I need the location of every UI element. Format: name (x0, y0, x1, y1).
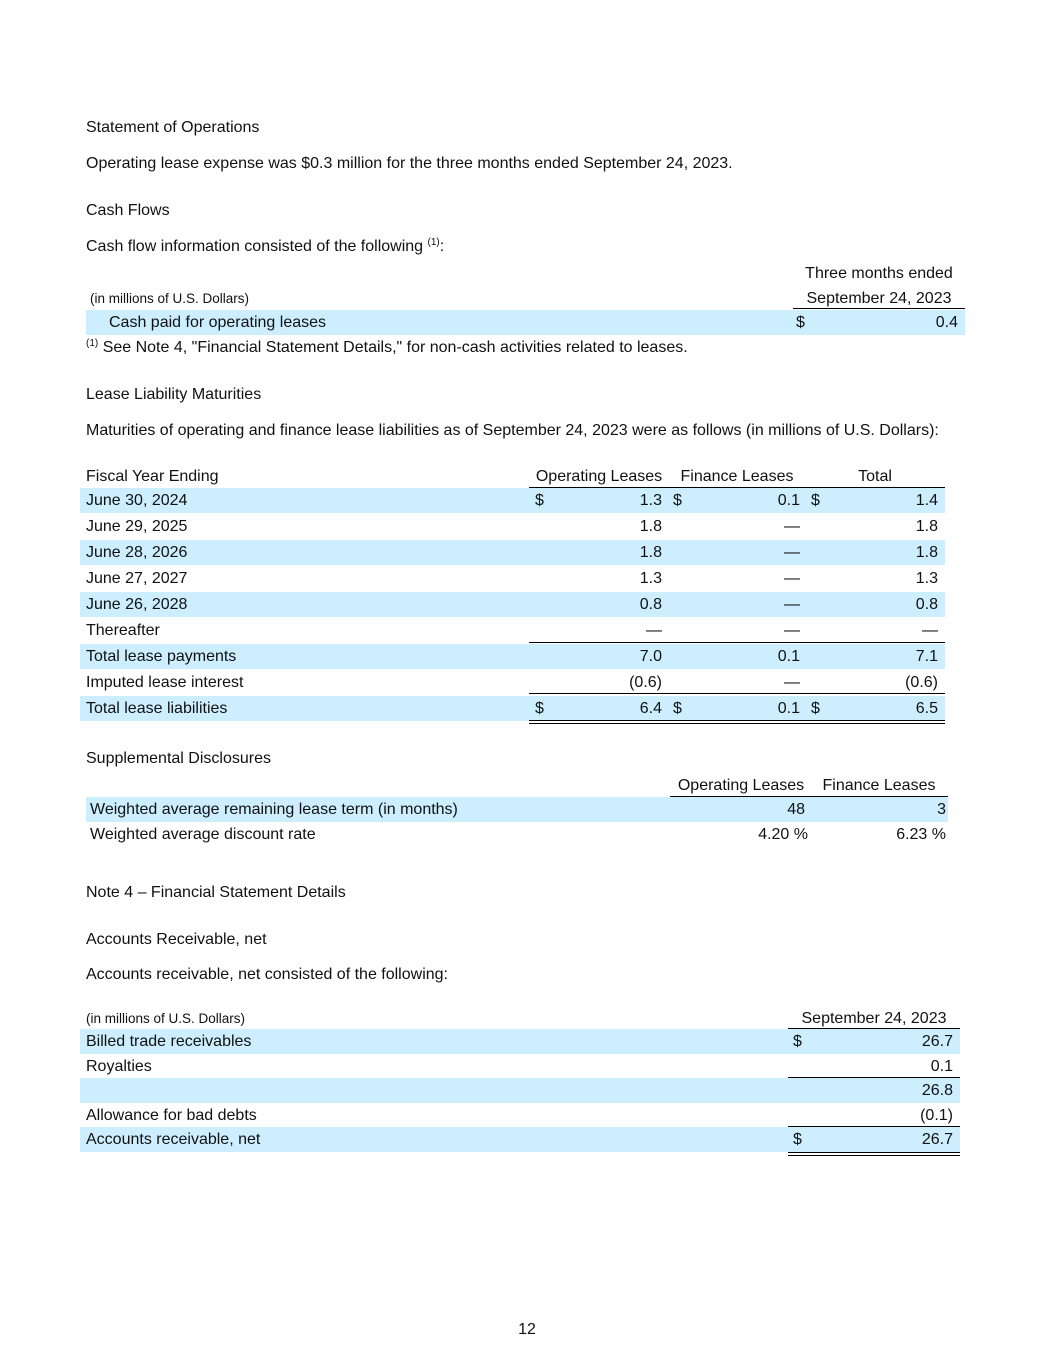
table-row (80, 514, 945, 539)
row-label: June 30, 2024 (86, 492, 188, 509)
cash-flow-intro (86, 238, 444, 256)
fin-value: — (784, 518, 800, 535)
fin-value: — (784, 544, 800, 561)
footnote-marker: (1) (86, 338, 99, 349)
tot-value: 1.3 (915, 570, 938, 587)
row-label: Allowance for bad debts (86, 1107, 257, 1124)
table-row (80, 618, 945, 643)
maturities-header-total: Total (858, 468, 892, 485)
cash-flow-units: (in millions of U.S. Dollars) (90, 291, 250, 306)
table-row (80, 1103, 960, 1128)
fin-value: 0.1 (777, 700, 800, 717)
tot-currency: $ (811, 700, 820, 717)
table-row (80, 696, 945, 721)
maturities-header-operating: Operating Leases (535, 468, 663, 485)
maturities-subtotal-rule (529, 642, 945, 643)
table-row (80, 540, 945, 565)
row-label: Weighted average remaining lease term (in months) (90, 801, 458, 818)
row-value: (0.1) (920, 1107, 953, 1124)
tot-value: 7.1 (915, 648, 938, 665)
cash-flow-footnote (86, 339, 688, 357)
op-value: (0.6) (629, 674, 662, 691)
row-label: Imputed lease interest (86, 674, 244, 691)
fin-value: — (784, 622, 800, 639)
fin-value: — (784, 596, 800, 613)
op-value: 1.8 (639, 544, 662, 561)
table-row (80, 1054, 960, 1079)
table-row (80, 1127, 960, 1152)
row-label: Billed trade receivables (86, 1033, 252, 1050)
row-label: June 27, 2027 (86, 570, 188, 587)
cash-flow-header-rule (793, 308, 965, 309)
cash-flow-row-value: 0.4 (935, 314, 958, 331)
row-label: Total lease payments (86, 648, 237, 665)
fin-value: 0.1 (777, 648, 800, 665)
row-label: Thereafter (86, 622, 160, 639)
fin-value: — (784, 674, 800, 691)
table-row (80, 1078, 960, 1103)
accounts-receivable-subtotal-rule (788, 1077, 960, 1078)
table-row (80, 644, 945, 669)
row-label: June 26, 2028 (86, 596, 188, 613)
accounts-receivable-intro: Accounts receivable, net consisted of the following: (86, 966, 448, 983)
row-label: June 29, 2025 (86, 518, 188, 535)
tot-currency: $ (811, 492, 820, 509)
op-currency: $ (535, 700, 544, 717)
cash-flow-col-header-1: Three months ended (805, 265, 953, 282)
op-value: 48 (787, 801, 805, 818)
tot-value: 6.5 (915, 700, 938, 717)
maturities-total-rule (529, 693, 945, 694)
operating-lease-expense-text: Operating lease expense was $0.3 million for the three months ended September 24, 2023. (86, 155, 733, 172)
cash-flow-row (86, 310, 965, 335)
row-currency: $ (793, 1033, 802, 1050)
accounts-receivable-double-rule (788, 1152, 960, 1156)
tot-value: 1.8 (915, 518, 938, 535)
op-value: 4.20 % (758, 826, 808, 843)
cash-flow-row-label: Cash paid for operating leases (109, 314, 327, 331)
table-row (80, 592, 945, 617)
op-value: — (646, 622, 662, 639)
row-label: Accounts receivable, net (86, 1131, 261, 1148)
fin-value: 6.23 % (896, 826, 946, 843)
footnote-marker: (1) (427, 237, 440, 248)
page-number: 12 (518, 1321, 536, 1338)
section-heading-note4: Note 4 – Financial Statement Details (86, 884, 346, 901)
op-value: 0.8 (639, 596, 662, 613)
tot-value: 0.8 (915, 596, 938, 613)
table-row (80, 670, 945, 695)
maturities-header-fiscal-year: Fiscal Year Ending (86, 468, 219, 485)
table-row (80, 488, 945, 513)
row-value: 0.1 (930, 1058, 953, 1075)
cash-flow-row-currency: $ (796, 314, 805, 331)
row-label: Weighted average discount rate (90, 826, 316, 843)
section-heading-operations: Statement of Operations (86, 119, 260, 136)
section-heading-cash-flows: Cash Flows (86, 202, 170, 219)
section-heading-supplemental: Supplemental Disclosures (86, 750, 271, 767)
maturities-double-rule (529, 720, 945, 724)
cash-flow-footnote-text: See Note 4, "Financial Statement Details," for non-cash activities related to leases. (102, 339, 688, 356)
cash-flow-intro-colon: : (439, 238, 445, 255)
op-value: 1.3 (639, 492, 662, 509)
tot-value: (0.6) (905, 674, 938, 691)
fin-currency: $ (673, 700, 682, 717)
op-value: 1.3 (639, 570, 662, 587)
table-row (86, 822, 948, 847)
op-currency: $ (535, 492, 544, 509)
row-currency: $ (793, 1131, 802, 1148)
accounts-receivable-col-header: September 24, 2023 (801, 1010, 947, 1027)
supplemental-header-operating: Operating Leases (677, 777, 805, 794)
op-value: 7.0 (639, 648, 662, 665)
maturities-header-rule (529, 487, 945, 488)
row-value: 26.8 (921, 1082, 953, 1099)
table-row (80, 1029, 960, 1054)
fin-currency: $ (673, 492, 682, 509)
row-value: 26.7 (921, 1131, 953, 1148)
tot-value: 1.8 (915, 544, 938, 561)
row-label: Royalties (86, 1058, 152, 1075)
fin-value: — (784, 570, 800, 587)
accounts-receivable-total-rule (788, 1126, 960, 1127)
cash-flow-col-header-2: September 24, 2023 (806, 290, 952, 307)
maturities-intro: Maturities of operating and finance lease liabilities as of September 24, 2023 were as follows (in millions of U.S. Dollars): (86, 422, 939, 439)
op-value: 1.8 (639, 518, 662, 535)
row-label: Total lease liabilities (86, 700, 228, 717)
row-value: 26.7 (921, 1033, 953, 1050)
accounts-receivable-units: (in millions of U.S. Dollars) (86, 1011, 246, 1026)
supplemental-header-finance: Finance Leases (822, 777, 936, 794)
fin-value: 0.1 (777, 492, 800, 509)
op-value: 6.4 (639, 700, 662, 717)
row-label: June 28, 2026 (86, 544, 188, 561)
table-row (80, 566, 945, 591)
section-heading-maturities: Lease Liability Maturities (86, 386, 262, 403)
tot-value: 1.4 (915, 492, 938, 509)
tot-value: — (922, 622, 938, 639)
fin-value: 3 (937, 801, 946, 818)
cash-flow-intro-text: Cash flow information consisted of the following (86, 238, 424, 255)
accounts-receivable-heading: Accounts Receivable, net (86, 931, 267, 948)
maturities-header-finance: Finance Leases (680, 468, 794, 485)
table-row (86, 797, 948, 822)
